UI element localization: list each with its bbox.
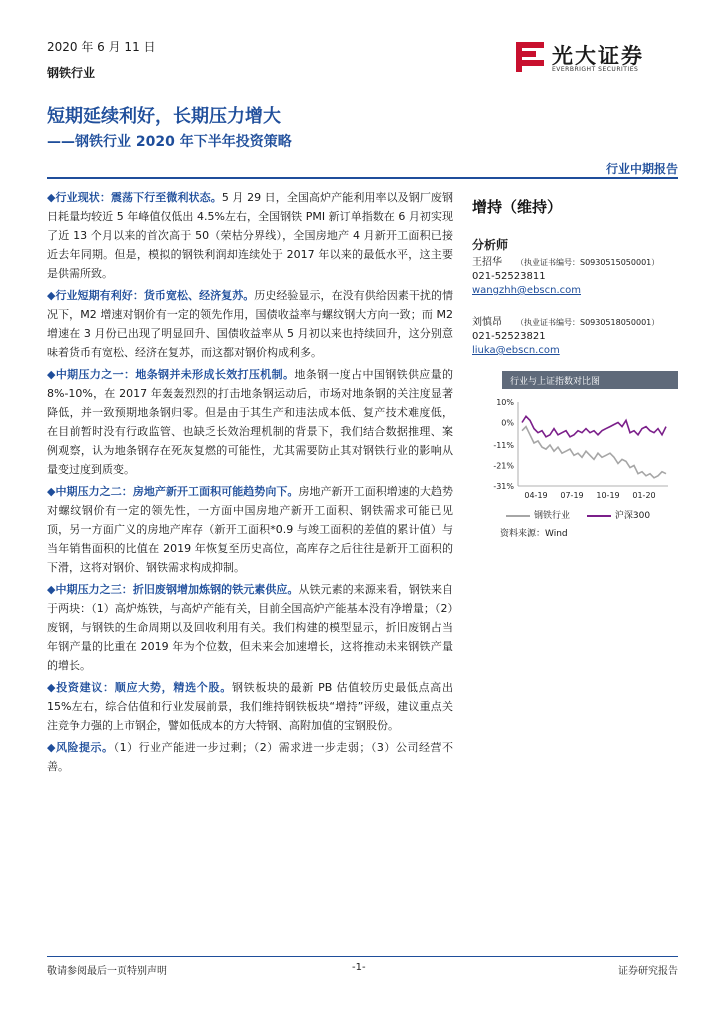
analyst-phone: 021-52523811 [472, 271, 546, 282]
page-subtitle: ——钢铁行业 2020 年下半年投资策略 [47, 134, 292, 150]
paragraph-body: 5 月 29 日，全国高炉产能利用率以及钢厂废钢日耗量均较近 5 年峰值仅低出 4.5%左右，全国钢铁 PMI 新订单指数在 6 月初实现了近 13 个月以来的首次高于 50（荣枯分界线），全国房地产 4 月新开工面积已接近去年同期。但是，模拟的钢铁利润却连续处于 2017 年以来的最低水平，这主要是供需所致。 [47, 191, 454, 280]
analyst-card [472, 256, 659, 298]
series-line-hs300 [522, 416, 666, 437]
page-number: -1- [352, 962, 366, 973]
legend-swatch [506, 515, 530, 517]
logo-text-cn: 光大证券 [552, 44, 644, 68]
paragraph-pressure-three [47, 580, 453, 675]
diamond-bullet-icon: ◆ [47, 485, 56, 498]
legend-swatch [587, 515, 611, 517]
diamond-bullet-icon: ◆ [47, 741, 56, 754]
paragraph-body: 地条钢一度占中国钢铁供应量的 8%-10%，在 2017 年轰轰烈烈的打击地条钢运动后，市场对地条钢的关注度显著降低，并一致预期地条钢归零。但是由于其生产和违法成本低、复产技术难度低，在目前暂时没有行政监管、也缺乏长效治理机制的背景下，我们结合数据推理、案例观察，认为地条钢存在死灰复燃的可能性，尤其需要防止其对钢铁行业的影响从量变过度到质变。 [47, 368, 454, 476]
y-tick-label: -11% [493, 441, 514, 451]
main-content [47, 188, 453, 779]
paragraph-short-term [47, 286, 453, 362]
analyst-email-link[interactable]: wangzhh@ebscn.com [472, 285, 581, 296]
diamond-bullet-icon: ◆ [47, 289, 56, 302]
analyst-card [472, 316, 659, 358]
y-tick-label: -21% [493, 461, 514, 471]
company-logo [516, 42, 688, 76]
paragraph-body: 钢铁板块的最新 PB 估值较历史最低点高出 15%左右，综合估值和行业发展前景，我们维持钢铁板块“增持”评级，建议重点关注竞争力强的上市钢企，譬如低成本的方大特钢、高附加值的宝钢股份。 [47, 681, 454, 732]
paragraph-lead: 投资建议：顺应大势，精选个股。 [56, 681, 232, 694]
analyst-heading: 分析师 [472, 238, 509, 252]
comparison-chart [472, 392, 678, 502]
analyst-email-link[interactable]: liuka@ebscn.com [472, 345, 560, 356]
analyst-phone: 021-52523821 [472, 331, 546, 342]
analyst-name: 王招华 [472, 257, 502, 268]
paragraph-investment-advice [47, 678, 453, 735]
chart-title: 行业与上证指数对比图 [510, 377, 601, 387]
paragraph-lead: 中期压力之一：地条钢并未形成长效打压机制。 [55, 368, 295, 381]
paragraph-lead: 风险提示。 [55, 741, 114, 754]
footer-disclaimer: 敬请参阅最后一页特别声明 [47, 966, 167, 977]
logo-mark-icon [516, 42, 544, 72]
analyst-license: （执业证书编号：S0930515050001） [516, 258, 660, 267]
report-date: 2020 年 6 月 11 日 [47, 40, 156, 54]
paragraph-body: 历史经验显示，在没有供给因素干扰的情况下，M2 增速对钢价有一定的领先作用，国债收益率与螺纹钢大方向一致；而 M2 增速在 3 月份已出现了明显回升、国债收益率从 5 月初以来也持续回升，这分别意味着货币有宽松、经济在复苏，而这都对钢价构成利多。 [47, 289, 454, 359]
x-tick-label: 07-19 [560, 491, 584, 500]
paragraph-lead: 行业现状：震荡下行至微利状态。 [55, 191, 222, 204]
chart-legend [506, 508, 664, 521]
diamond-bullet-icon: ◆ [47, 191, 56, 204]
paragraph-pressure-one [47, 365, 453, 479]
y-tick-label: 0% [501, 418, 514, 428]
page-title: 短期延续利好，长期压力增大 [47, 106, 281, 127]
y-tick-label: -31% [493, 482, 514, 491]
paragraph-body: 从铁元素的来源来看，钢铁来自于两块：（1）高炉炼铁，与高炉产能有关，目前全国高炉产能基本没有净增量；（2）废钢，与钢铁的生命周期以及回收利用有关。我们构建的模型显示，折旧废钢占当年钢产量的比重在 2019 年为个位数，但未来会加速增长，这将推动未来钢铁产量的增长。 [47, 583, 454, 672]
analyst-license: （执业证书编号：S0930518050001） [516, 318, 660, 327]
chart-source: 资料来源：Wind [500, 529, 568, 539]
footer-label: 证券研究报告 [618, 966, 678, 977]
industry-label: 钢铁行业 [47, 66, 96, 80]
x-tick-label: 04-19 [524, 491, 548, 500]
paragraph-risk [47, 738, 453, 776]
paragraph-lead: 中期压力之三：折旧废钢增加炼钢的铁元素供应。 [55, 583, 299, 596]
legend-item-steel [506, 508, 570, 521]
paragraph-lead: 中期压力之二：房地产新开工面积可能趋势向下。 [55, 485, 299, 498]
paragraph-pressure-two [47, 482, 453, 577]
legend-label: 沪深300 [614, 511, 651, 521]
paragraph-body: 房地产新开工面积增速的大趋势对螺纹钢价有一定的领先性，一方面中国房地产新开工面积、钢铁需求可能已见顶，另一方面广义的房地产库存（新开工面积*0.9 与竣工面积的差值的累计值）与当年销售面积的比值在 2019 年恢复至历史高位，高库存之后往往是新开工面积的下滑，这将对钢价、钢铁需求构成抑制。 [47, 485, 454, 574]
diamond-bullet-icon: ◆ [47, 583, 56, 596]
paragraph-industry-status [47, 188, 453, 283]
analyst-name: 刘慎昂 [472, 317, 502, 328]
chart-title-bar [502, 371, 678, 389]
footer-divider [47, 956, 678, 957]
rating-label: 增持（维持） [472, 198, 563, 216]
logo-text-en: EVERBRIGHT SECURITIES [552, 66, 639, 73]
paragraph-body: （1）行业产能进一步过剩；（2）需求进一步走弱；（3）公司经营不善。 [47, 741, 454, 773]
paragraph-lead: 行业短期有利好：货币宽松、经济复苏。 [55, 289, 255, 302]
x-tick-label: 01-20 [632, 491, 656, 500]
legend-item-hs300 [587, 508, 650, 521]
x-tick-label: 10-19 [596, 491, 620, 500]
diamond-bullet-icon: ◆ [47, 368, 56, 381]
legend-label: 钢铁行业 [534, 511, 571, 521]
header-divider [47, 177, 678, 179]
y-tick-label: 10% [496, 398, 514, 407]
report-type-label: 行业中期报告 [605, 162, 678, 176]
diamond-bullet-icon: ◆ [47, 681, 57, 694]
